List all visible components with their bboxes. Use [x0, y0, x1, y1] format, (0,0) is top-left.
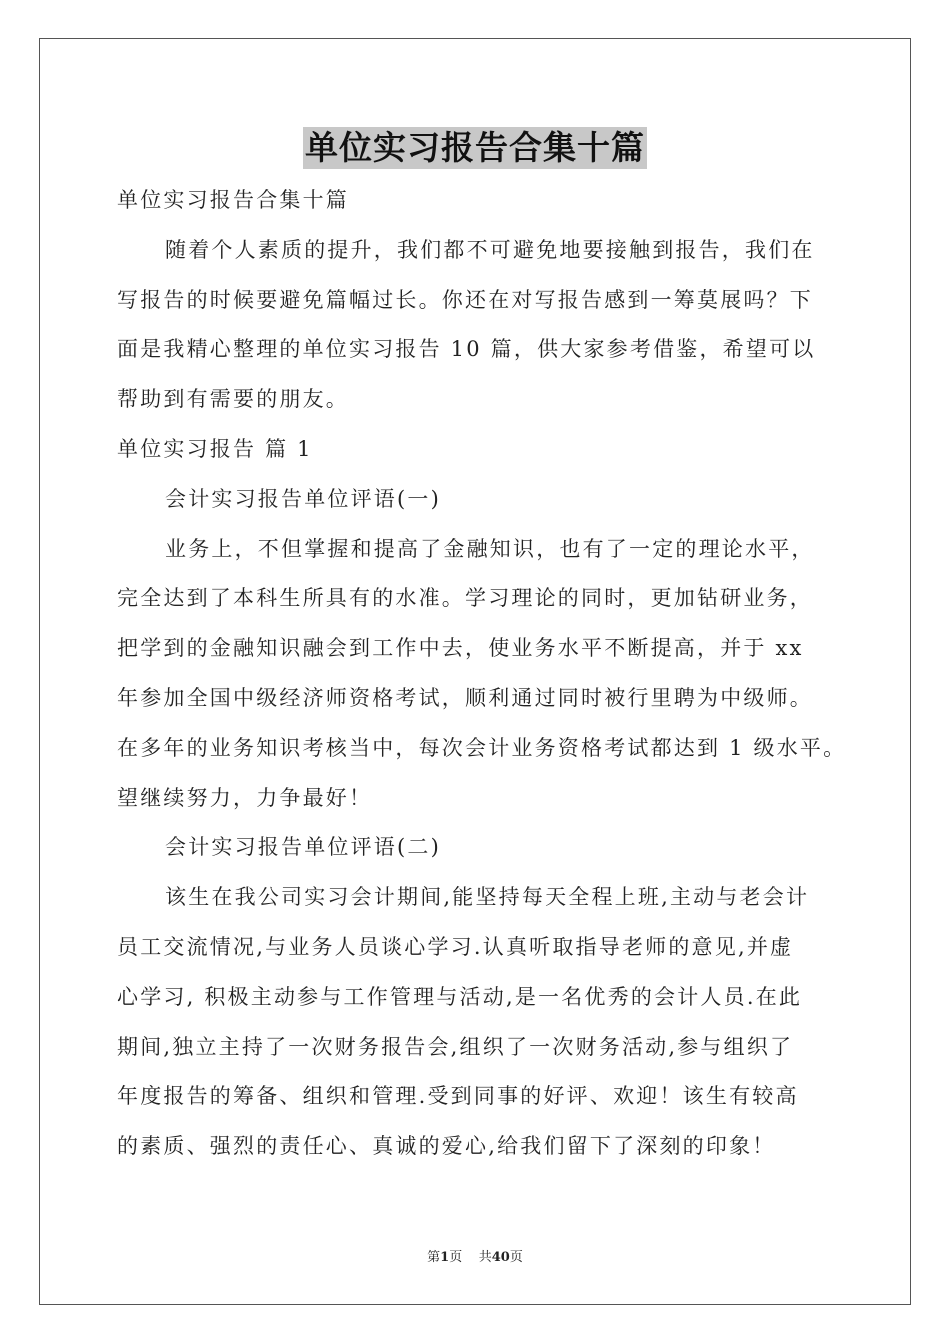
footer-page-suffix: 页 — [449, 1250, 463, 1265]
body-line: 会计实习报告单位评语(一) — [165, 486, 441, 511]
body-line: 业务上，不但掌握和提高了金融知识，也有了一定的理论水平， — [165, 536, 815, 561]
body-line: 在多年的业务知识考核当中，每次会计业务资格考试都达到 1 级水平。 — [117, 735, 847, 760]
body-line: 帮助到有需要的朋友。 — [117, 387, 349, 412]
body-line: 心学习, 积极主动参与工作管理与活动,是一名优秀的会计人员.在此 — [117, 984, 803, 1009]
footer-total-suffix: 页 — [509, 1250, 523, 1265]
body-line: 会计实习报告单位评语(二) — [165, 835, 441, 860]
body-line: 年参加全国中级经济师资格考试，顺利通过同时被行里聘为中级师。 — [117, 685, 813, 710]
body-line: 写报告的时候要避免篇幅过长。你还在对写报告感到一筹莫展吗？下 — [117, 287, 813, 312]
body-line: 年度报告的筹备、组织和管理.受到同事的好评、欢迎！该生有较高 — [117, 1084, 799, 1109]
body-line: 随着个人素质的提升，我们都不可避免地要接触到报告，我们在 — [165, 237, 815, 262]
body-line: 完全达到了本科生所具有的水准。学习理论的同时，更加钻研业务， — [117, 586, 813, 611]
body-line: 该生在我公司实习会计期间,能坚持每天全程上班,主动与老会计 — [165, 885, 810, 910]
document-title-wrap — [0, 127, 950, 169]
body-line: 员工交流情况,与业务人员谈心学习.认真听取指导老师的意见,并虚 — [117, 934, 794, 959]
footer-page-number: 1 — [440, 1250, 450, 1265]
footer-page-prefix: 第 — [427, 1250, 441, 1265]
body-line: 把学到的金融知识融会到工作中去，使业务水平不断提高，并于 xx — [117, 636, 804, 661]
document-title: 单位实习报告合集十篇 — [305, 128, 645, 167]
footer-total-prefix: 共 — [478, 1250, 492, 1265]
body-line: 期间,独立主持了一次财务报告会,组织了一次财务活动,参与组织了 — [117, 1034, 794, 1059]
body-line: 的素质、强烈的责任心、真诚的爱心,给我们留下了深刻的印象！ — [117, 1134, 776, 1159]
document-body — [117, 176, 857, 1172]
body-line: 单位实习报告 篇 1 — [117, 436, 313, 461]
body-line: 望继续努力，力争最好！ — [117, 785, 373, 810]
body-line: 单位实习报告合集十篇 — [117, 188, 349, 212]
page-footer — [0, 1246, 950, 1265]
footer-total-pages: 40 — [491, 1250, 510, 1265]
body-line: 面是我精心整理的单位实习报告 10 篇，供大家参考借鉴，希望可以 — [117, 337, 816, 362]
